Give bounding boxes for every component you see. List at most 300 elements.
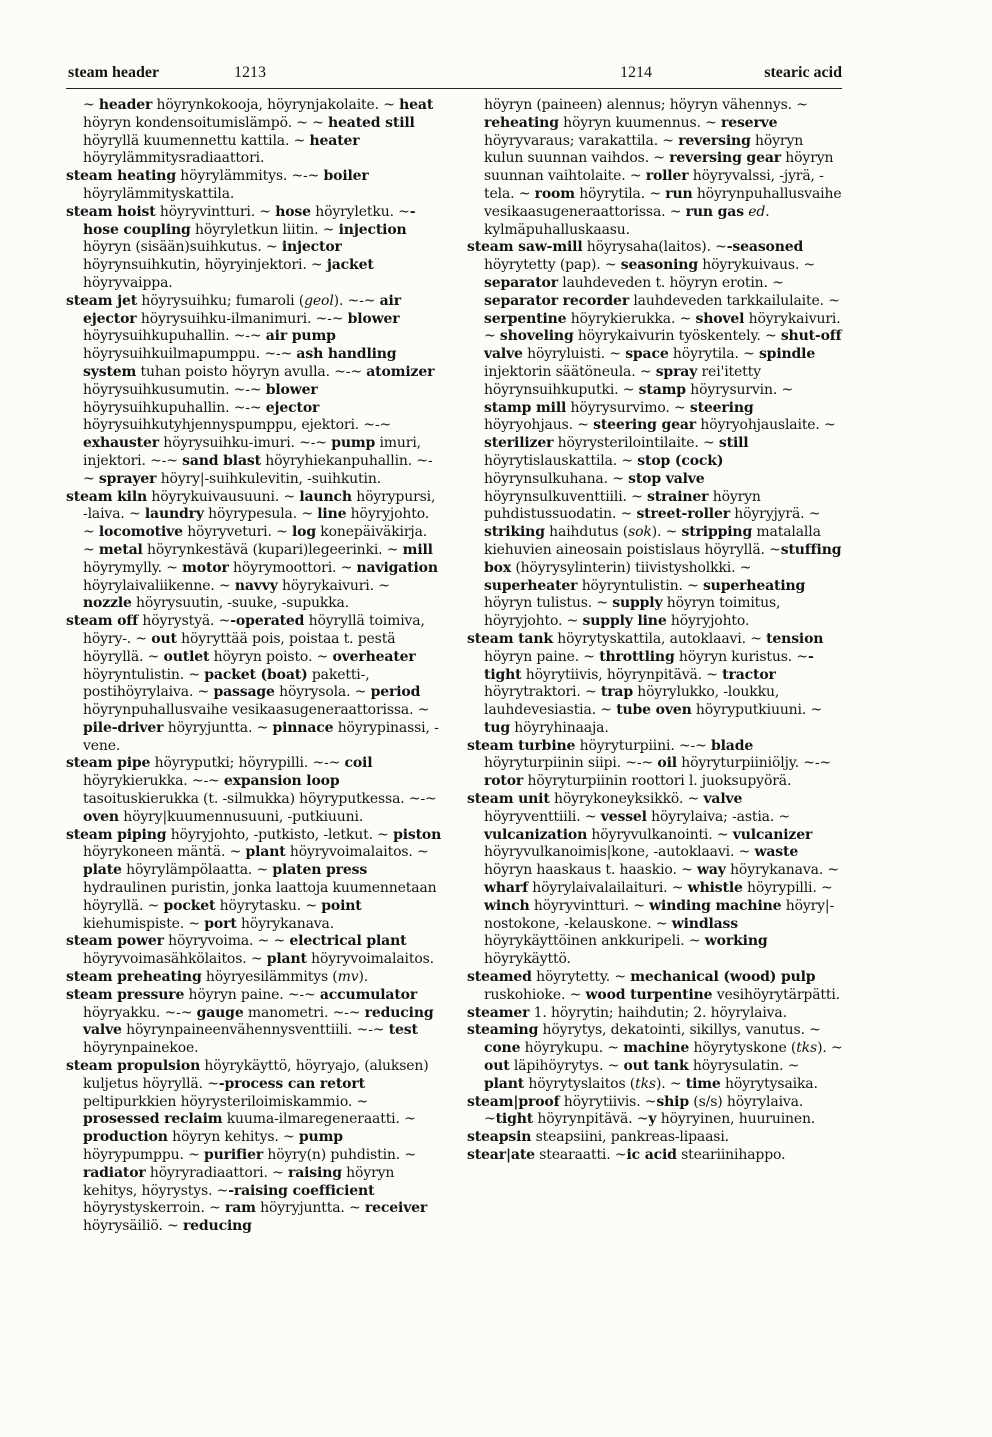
- entry-term: packet (boat): [204, 666, 308, 683]
- entry-term: strainer: [647, 488, 709, 505]
- entry-text: höyrysaha(laitos). ~: [582, 239, 727, 256]
- entry-text: höyrykäyttö.: [484, 951, 571, 968]
- entry-term: reversing gear: [669, 150, 781, 167]
- entry-text: lauhdeveden t. höyryn erotin. ~: [557, 274, 784, 291]
- entry-text: höyrytiivis, höyrynpitävä. ~: [521, 666, 723, 683]
- dictionary-entry: [66, 987, 442, 1058]
- entry-term: trap: [600, 684, 633, 701]
- entry-label: sok: [628, 524, 652, 541]
- entry-text: kiehumispiste. ~: [83, 915, 205, 932]
- entry-term: log: [292, 524, 316, 541]
- entry-term: wharf: [484, 880, 528, 897]
- entry-term: waste: [754, 844, 799, 861]
- entry-text: höyrymoottori. ~: [228, 559, 357, 576]
- entry-term: gauge: [196, 1004, 244, 1021]
- entry-text: höyrysterilointilaite. ~: [553, 435, 719, 452]
- entry-text: höyryvalssi, -jyrä, -tela. ~: [484, 168, 824, 202]
- entry-term: steapsin: [467, 1129, 532, 1146]
- entry-text: höyrylaivalailaituri. ~: [527, 880, 688, 897]
- entry-term: production: [83, 1129, 168, 1146]
- entry-text: höyrystyä. ~: [138, 613, 231, 630]
- entry-text: höyrysola. ~: [274, 684, 371, 701]
- entry-term: injection: [338, 221, 407, 238]
- entry-text: ). ~: [817, 1040, 843, 1057]
- entry-term: port: [204, 915, 237, 932]
- entry-term: metal: [98, 541, 143, 558]
- entry-term: tractor: [722, 666, 776, 683]
- entry-term: passage: [213, 684, 275, 701]
- entry-term: nozzle: [83, 595, 132, 612]
- entry-text: höyrysurvimo. ~: [566, 399, 690, 416]
- entry-term: steamer: [467, 1004, 530, 1021]
- entry-text: höyrytasku. ~: [215, 897, 322, 914]
- entry-term: stamp mill: [484, 399, 567, 416]
- entry-term: stripping: [681, 524, 753, 541]
- entry-text: höyrysuihku-ilmanimuri. ~-~: [136, 310, 348, 327]
- entry-term: vulcanization: [484, 826, 588, 843]
- entry-term: separator: [484, 274, 558, 291]
- entry-text: höyryn kehitys. ~: [167, 1129, 299, 1146]
- entry-text: matalalla kiehuvien aineosain poistislaus höyryllä. ~: [484, 524, 821, 558]
- entry-text: höyryjyrä. ~: [729, 506, 821, 523]
- entry-term: steam unit: [467, 791, 550, 808]
- entry-term: reversing: [678, 132, 751, 149]
- entry-text: höyrykuivaus. ~: [697, 257, 816, 274]
- entry-term: steam hoist: [66, 203, 156, 220]
- entry-text: höyryn (sisään)suihkutus. ~: [83, 239, 282, 256]
- entry-text: höyrypesula. ~: [203, 506, 318, 523]
- entry-term: space: [625, 346, 669, 363]
- entry-text: höyryn toimitus, höyryjohto. ~: [484, 595, 781, 630]
- entry-term: street-roller: [636, 506, 730, 523]
- entry-text: höyrynpainekoe.: [83, 1040, 199, 1057]
- entry-term: period: [370, 684, 421, 701]
- entry-term: machine: [623, 1040, 690, 1057]
- entry-term: point: [321, 897, 362, 914]
- entry-term: steam turbine: [467, 737, 576, 754]
- entry-text: höyryakku. ~-~: [83, 1004, 197, 1021]
- entry-term: heater: [309, 132, 360, 149]
- entry-term: heat: [399, 97, 434, 113]
- entry-term: blade: [710, 737, 754, 754]
- entry-term: sterilizer: [484, 435, 554, 452]
- entry-term: spray: [655, 363, 698, 380]
- entry-term: plant: [266, 951, 307, 968]
- entry-text: höyrylämmitys. ~-~: [175, 168, 324, 185]
- entry-term: steam tank: [467, 630, 553, 647]
- entry-text: höyrykoneyksikkö. ~: [549, 791, 704, 808]
- entry-text: höyryn paine. ~-~: [184, 986, 320, 1003]
- entry-text: höyrykaivuri. ~: [484, 310, 841, 345]
- entry-term: vulcanizer: [732, 826, 813, 843]
- entry-text: höyryesilämmitys (: [201, 969, 338, 986]
- entry-text: tuhan poisto höyryn avulla. ~-~: [136, 363, 367, 380]
- dictionary-entry: [66, 97, 442, 168]
- entry-text: höyryjuntta. ~: [255, 1200, 365, 1217]
- entry-term: windlass: [671, 915, 739, 932]
- entry-text: höyryvaippa.: [83, 274, 173, 291]
- entry-text: konepäiväkirja. ~: [83, 524, 428, 558]
- entry-term: pile-driver: [83, 719, 164, 736]
- entry-text: höyryluisti. ~: [522, 346, 626, 363]
- entry-term: blower: [265, 381, 318, 398]
- dictionary-entry: [66, 613, 442, 755]
- entry-term: stop valve: [628, 470, 705, 487]
- entry-text: höyrysäiliö. ~: [83, 1218, 183, 1235]
- entry-text: höyryn kuristus. ~: [674, 648, 808, 665]
- entry-text: höyryn suunnan vaihtolaite. ~: [484, 150, 834, 185]
- entry-text: stearaatti. ~: [534, 1147, 627, 1164]
- entry-text: höyrykäyttöinen ankkuripeli. ~: [484, 933, 705, 950]
- entry-term: exhauster: [83, 435, 159, 452]
- entry-term: y: [648, 1111, 657, 1128]
- entry-text: höyryturpiinin roottori l. juoksupyörä.: [523, 773, 792, 790]
- entry-text: ). ~-~: [333, 292, 380, 309]
- header-rule: [66, 88, 842, 89]
- entry-text: höyrytyskattila, autoklaavi. ~: [552, 630, 767, 647]
- entry-text: haihdutus (: [544, 524, 629, 541]
- entry-text: höyrynpuhallusvaihe vesikaasugeneraattorissa. ~: [484, 185, 842, 220]
- entry-term: pump: [331, 435, 376, 452]
- entry-text: höyryradiaattori. ~: [145, 1164, 288, 1181]
- entry-text: höyryjohto.: [666, 613, 750, 630]
- entry-term: stop (cock): [637, 452, 724, 469]
- entry-text: ). ~: [651, 524, 682, 541]
- entry-term: shoveling: [499, 328, 574, 345]
- entry-text: höyrypilli. ~: [742, 880, 833, 897]
- entry-text: höyry(n) puhdistin. ~: [263, 1147, 416, 1164]
- entry-term: shovel: [695, 310, 745, 327]
- entry-term: ash handling system: [83, 346, 397, 380]
- right-running-headword: stearic acid: [764, 64, 842, 81]
- entry-term: steam jet: [66, 292, 138, 309]
- entry-text: höyryvulkanoimis|kone, -autoklaavi. ~: [484, 844, 755, 861]
- entry-text: höyryventtiili. ~: [484, 808, 601, 825]
- entry-term: cone: [484, 1040, 521, 1057]
- entry-term: air ejector: [83, 292, 401, 327]
- entry-term: steam pipe: [66, 755, 151, 772]
- entry-text: höyrypumppu. ~: [83, 1147, 204, 1164]
- entry-term: electrical plant: [289, 933, 407, 950]
- entry-text: höyryn kulun suunnan vaihdos. ~: [484, 132, 804, 167]
- entry-term: line: [317, 506, 347, 523]
- entry-text: höyryntulistin. ~: [83, 666, 205, 683]
- entry-term: purifier: [203, 1147, 264, 1164]
- entry-text: höyrymylly. ~: [83, 559, 183, 576]
- entry-term: hose: [275, 203, 311, 220]
- entry-term: steamed: [467, 969, 532, 986]
- entry-text: höyryvoimasähkölaitos. ~: [83, 951, 267, 968]
- entry-term: raising: [287, 1164, 342, 1181]
- entry-term: rotor: [484, 773, 524, 790]
- entry-text: höyrynkestävä (kupari)legeerinki. ~: [142, 541, 403, 558]
- entry-text: höyryohjauslaite. ~: [696, 417, 836, 434]
- right-column: [467, 97, 843, 1165]
- entry-text: höyrykaivurin työskentely. ~: [573, 328, 781, 345]
- dictionary-entry: [66, 969, 442, 987]
- entry-term: steam kiln: [66, 488, 148, 505]
- entry-term: tension: [766, 630, 824, 647]
- entry-term: superheater: [484, 577, 578, 594]
- entry-text: höyryturpiiniöljy. ~-~: [676, 755, 832, 772]
- entry-term: prosessed reclaim: [83, 1111, 223, 1128]
- entry-text: höyrykäyttö, höyryajo, (aluksen) kuljetus höyryllä. ~: [83, 1058, 429, 1092]
- entry-text: höyryvoimalaitos. ~: [285, 844, 429, 861]
- dictionary-entry: [66, 755, 442, 826]
- entry-text: höyrylämmitysradiaattori.: [83, 150, 265, 167]
- entry-text: ruskohioke. ~: [484, 986, 586, 1003]
- entry-term: reducing valve: [83, 1004, 434, 1039]
- entry-term: boiler: [323, 168, 369, 185]
- entry-term: steam|proof: [467, 1093, 560, 1110]
- entry-term: injector: [281, 239, 342, 256]
- entry-term: outlet: [163, 648, 210, 665]
- entry-term: navvy: [234, 577, 278, 594]
- entry-term: ic acid: [626, 1147, 677, 1164]
- entry-text: höyryletku. ~: [310, 203, 410, 220]
- entry-text: höyrykierukka. ~: [566, 310, 696, 327]
- entry-text: 1. höyrytin; haihdutin; 2. höyrylaiva.: [529, 1004, 787, 1021]
- entry-term: -hose coupling: [83, 203, 416, 238]
- dictionary-entry: [467, 1094, 843, 1130]
- dictionary-entry: [66, 168, 442, 204]
- left-running-headword: steam header: [68, 64, 160, 81]
- entry-text: höyrysuihkuilmapumppu. ~-~: [83, 346, 297, 363]
- entry-term: steam power: [66, 933, 164, 950]
- entry-text: höyryvintturi. ~: [529, 897, 650, 914]
- entry-term: oven: [83, 808, 119, 825]
- entry-term: valve: [703, 791, 743, 808]
- entry-text: höyrynsulkuhana. ~: [484, 470, 629, 487]
- entry-term: superheating: [702, 577, 806, 594]
- entry-text: höyrysurvin. ~: [685, 381, 794, 398]
- entry-text: höyryinen, huuruinen.: [656, 1111, 816, 1128]
- entry-term: steam piping: [66, 826, 167, 843]
- dictionary-entry: [467, 1129, 843, 1147]
- entry-text: höyrytys, dekatointi, sikillys, vanutus. ~: [538, 1022, 821, 1039]
- entry-text: höyrykierukka. ~-~: [83, 773, 224, 790]
- dictionary-entry: [66, 489, 442, 614]
- entry-text: höyrytyskone (: [689, 1040, 797, 1057]
- entry-term: launch: [299, 488, 352, 505]
- entry-term: jacket: [326, 257, 374, 274]
- entry-term: spindle: [758, 346, 816, 363]
- entry-text: höyrytetty. ~: [531, 969, 631, 986]
- entry-term: oil: [657, 755, 677, 772]
- entry-text: hydraulinen puristin, jonka laattoja kuumennetaan höyryllä. ~: [83, 880, 437, 914]
- entry-text: höyryhinaaja.: [510, 719, 609, 736]
- entry-text: höyryletkun liitin. ~: [190, 221, 339, 238]
- left-page-number: 1213: [234, 64, 266, 81]
- entry-text: höyrykuivausuuni. ~: [147, 488, 300, 505]
- entry-term: motor: [182, 559, 229, 576]
- entry-term: throttling: [599, 648, 675, 665]
- entry-text: höyrytiivis. ~: [559, 1093, 657, 1110]
- entry-text: höyryn poisto. ~: [209, 648, 333, 665]
- entry-text: höyryvaraus; varakattila. ~: [484, 132, 679, 149]
- entry-text: höyrysuutin, -suuke, -supukka.: [131, 595, 350, 612]
- entry-text: höyrysuihkupuhallin. ~-~: [83, 328, 266, 345]
- entry-text: läpihöyrytys. ~: [509, 1058, 624, 1075]
- entry-term: test: [388, 1022, 418, 1039]
- entry-term: locomotive: [98, 524, 183, 541]
- entry-text: höyrynpuhallusvaihe vesikaasugeneraattorissa. ~: [83, 702, 430, 719]
- entry-term: supply: [612, 595, 663, 612]
- entry-text: ).: [358, 969, 369, 986]
- entry-term: coil: [344, 755, 373, 772]
- entry-term: shut-off valve: [484, 328, 842, 363]
- entry-term: serpentine: [484, 310, 567, 327]
- entry-term: expansion loop: [223, 773, 340, 790]
- entry-term: piston: [393, 826, 442, 843]
- entry-term: time: [685, 1075, 721, 1092]
- entry-term: platen press: [272, 862, 368, 879]
- entry-term: steam preheating: [66, 969, 202, 986]
- entry-term: sprayer: [98, 470, 157, 487]
- entry-text: höyryn haaskaus t. haaskio. ~: [484, 862, 697, 879]
- entry-text: höyryvulkanointi. ~: [587, 826, 733, 843]
- right-page-number: 1214: [620, 64, 652, 81]
- entry-text: höyryvoima. ~ ~: [163, 933, 290, 950]
- entry-text: höyryvoimalaitos.: [306, 951, 434, 968]
- entry-text: höyrylukko, -loukku, lauhdevesiastia. ~: [484, 684, 780, 719]
- entry-text: höyryn kehitys, höyrystys. ~: [83, 1164, 395, 1199]
- entry-text: höyrypursi, -laiva. ~: [83, 488, 436, 523]
- entry-term: seasoning: [620, 257, 698, 274]
- entry-text: höyryturpiini. ~-~: [575, 737, 711, 754]
- entry-term: room: [534, 185, 575, 202]
- entry-term: steaming: [467, 1022, 539, 1039]
- entry-term: stear|ate: [467, 1147, 535, 1164]
- entry-label: ed.: [748, 203, 770, 220]
- dictionary-entry: [66, 933, 442, 969]
- entry-term: supply line: [582, 613, 667, 630]
- entry-text: höyrystyskerroin. ~: [83, 1200, 226, 1217]
- dictionary-entry: [467, 969, 843, 1005]
- entry-text: höyry|-suihkulevitin, -suihkutin.: [156, 470, 382, 487]
- entry-text: höyryjohto. ~: [83, 506, 430, 541]
- entry-text: höyryvintturi. ~: [155, 203, 276, 220]
- entry-term: navigation: [356, 559, 438, 576]
- entry-term: laundry: [144, 506, 204, 523]
- entry-text: höyrysulatin. ~: [688, 1058, 800, 1075]
- entry-term: ejector: [265, 399, 320, 416]
- entry-text: injektorin säätöneula. ~: [484, 363, 656, 380]
- entry-text: höyryllä kuumennettu kattila. ~: [83, 132, 310, 149]
- entry-text: paketti-, postihöyrylaiva. ~: [83, 666, 370, 701]
- entry-text: höyrylaiva; -astia. ~: [646, 808, 791, 825]
- entry-text: höyryntulistin. ~: [577, 577, 703, 594]
- entry-text: ). ~: [655, 1075, 686, 1092]
- entry-term: out tank: [623, 1058, 689, 1075]
- entry-text: manometri. ~-~: [243, 1004, 365, 1021]
- dictionary-entry: [467, 631, 843, 738]
- entry-term: out: [484, 1058, 510, 1075]
- entry-text: höyrynsulkuventtiili. ~: [484, 488, 648, 505]
- entry-text: höyryputki; höyrypilli. ~-~: [150, 755, 345, 772]
- entry-text: höyryjohto, -putkisto, -letkut. ~: [166, 826, 394, 843]
- dictionary-entry: [467, 97, 843, 239]
- entry-label: mv: [337, 969, 359, 986]
- entry-text: höyry|-nostokone, -kelauskone. ~: [484, 897, 835, 932]
- entry-text: vesihöyrytärpätti.: [712, 986, 840, 1003]
- dictionary-entry: [467, 1005, 843, 1023]
- entry-term: mechanical (wood) pulp: [630, 969, 816, 986]
- left-column: [66, 97, 442, 1236]
- entry-term: stamp: [638, 381, 686, 398]
- entry-term: separator recorder: [484, 292, 630, 309]
- entry-text: höyrytetty (pap). ~: [484, 257, 621, 274]
- entry-term: steam heating: [66, 168, 176, 185]
- entry-term: -tight: [484, 648, 814, 683]
- entry-text: höyrytila. ~: [668, 346, 759, 363]
- entry-text: höyrynpitävä. ~: [533, 1111, 649, 1128]
- entry-text: höyrykoneen mäntä. ~: [83, 844, 246, 861]
- dictionary-entry: [467, 738, 843, 791]
- entry-text: lauhdeveden tarkkailulaite. ~: [629, 292, 840, 309]
- entry-text: steariinihappo.: [676, 1147, 786, 1164]
- entry-term: ram: [225, 1200, 256, 1217]
- entry-term: wood turpentine: [585, 986, 713, 1003]
- entry-term: plant: [484, 1075, 525, 1092]
- entry-term: steam pressure: [66, 986, 185, 1003]
- entry-text: höyrylämmityskattila.: [83, 185, 235, 202]
- entry-term: way: [696, 862, 726, 879]
- entry-term: stuffing box: [484, 541, 842, 576]
- running-header: [66, 64, 842, 86]
- entry-term: heated still: [328, 114, 415, 131]
- dictionary-entry: [467, 239, 843, 631]
- entry-term: reheating: [484, 114, 559, 131]
- entry-term: air pump: [265, 328, 336, 345]
- entry-term: mill: [402, 541, 433, 558]
- entry-text: höyrytysaika.: [720, 1075, 818, 1092]
- entry-term: plate: [83, 862, 122, 879]
- dictionary-entry: [66, 1058, 442, 1236]
- entry-term: striking: [484, 524, 545, 541]
- entry-term: working: [704, 933, 768, 950]
- entry-text: höyrytislauskattila. ~: [484, 452, 638, 469]
- dictionary-entry: [467, 791, 843, 969]
- entry-term: radiator: [83, 1164, 146, 1181]
- entry-text: höyrysuihkutyhjennyspumppu, ejektori. ~-~: [83, 417, 392, 434]
- entry-text: höyrytraktori. ~: [484, 684, 601, 701]
- entry-text: peltipurkkien höyrysteriloimiskammio. ~: [83, 1093, 369, 1110]
- entry-term: run gas: [685, 203, 744, 220]
- entry-term: winch: [484, 897, 530, 914]
- entry-text: höyryputkiuuni. ~: [691, 702, 823, 719]
- entry-text: höyrysuihkupuhallin. ~-~: [83, 399, 266, 416]
- entry-term: -operated: [230, 613, 305, 630]
- entry-text: höyrypinassi, -vene.: [83, 719, 439, 754]
- entry-text: ~: [83, 97, 99, 113]
- entry-term: whistle: [687, 880, 743, 897]
- entry-term: out: [151, 630, 177, 647]
- entry-term: sand blast: [182, 452, 261, 469]
- entry-term: ship: [656, 1093, 689, 1110]
- entry-term: run: [665, 185, 693, 202]
- entry-text: höyrykanava. ~: [725, 862, 840, 879]
- entry-text: tasoituskierukka (t. -silmukka) höyryputkessa. ~-~: [83, 791, 437, 808]
- entry-text: höyryn puhdistussuodatin. ~: [484, 488, 761, 523]
- entry-text: höyrytyslaitos (: [524, 1075, 636, 1092]
- entry-text: höyryllä toimiva, höyry-. ~: [83, 613, 425, 647]
- entry-term: vessel: [600, 808, 647, 825]
- entry-term: tug: [484, 719, 510, 736]
- entry-text: (s/s) höyrylaiva. ~: [484, 1093, 804, 1128]
- entry-term: -raising coefficient: [228, 1182, 375, 1199]
- entry-term: header: [98, 97, 153, 113]
